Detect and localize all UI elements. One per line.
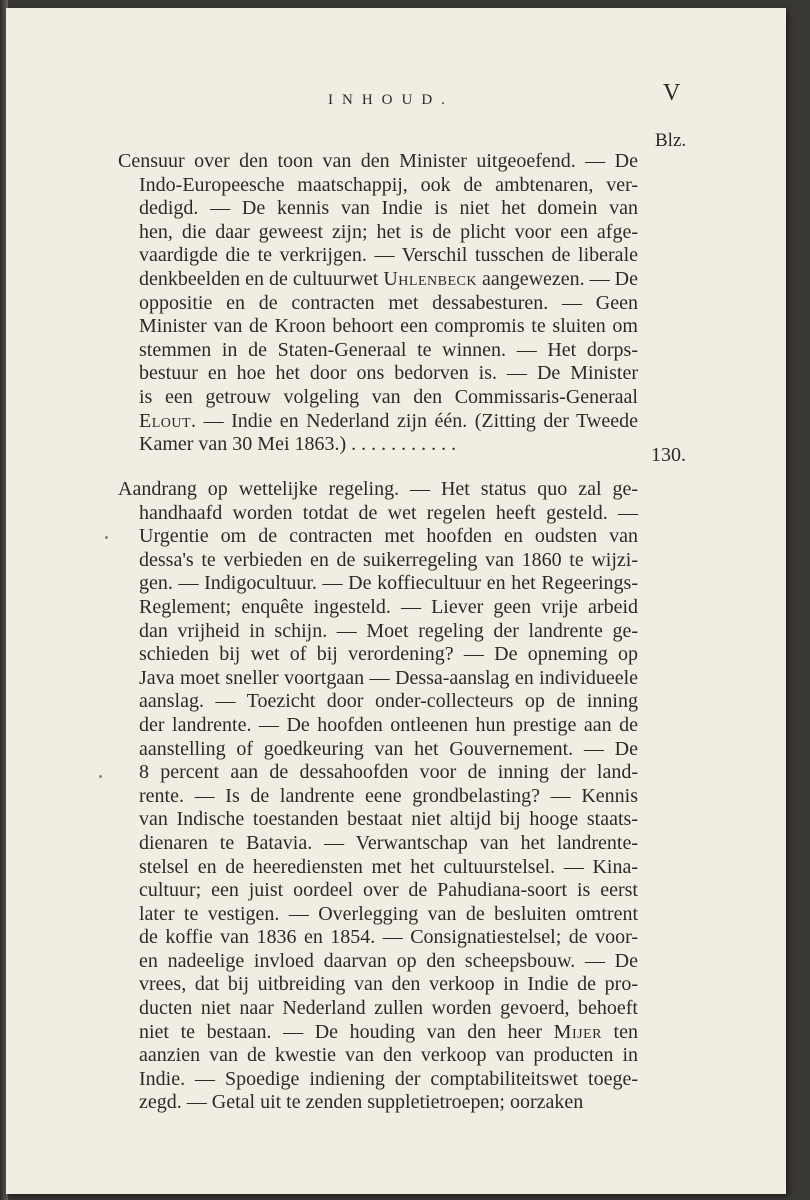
entry-line: van Indische toestanden bestaat niet altijd bij hooge staats-	[139, 808, 638, 831]
entry-line: later te vestigen. — Overlegging van de besluiten omtrent	[139, 902, 638, 925]
entry-line: vaardigde die te verkrijgen. — Verschil tusschen de liberale	[139, 244, 638, 267]
person-name: Elout	[139, 409, 192, 432]
page-column-label: Blz.	[655, 130, 687, 151]
entry-line: de koffie van 1836 en 1854. — Consignatiestelsel; de voor-	[139, 926, 638, 949]
entry-line: Aandrang op wettelijke regeling. — Het status quo zal ge-	[118, 478, 638, 500]
contents-entry-1	[118, 150, 638, 457]
entry-line: Indie. — Spoedige indiening der comptabiliteitswet toege-	[139, 1067, 638, 1090]
entry-line: dan vrijheid in schijn. — Moet regeling der landrente ge-	[139, 619, 638, 642]
entry-line: ducten niet naar Nederland zullen worden gevoerd, behoeft	[139, 997, 638, 1020]
entry-line: Reglement; enquête ingesteld. — Liever geen vrije arbeid	[139, 595, 638, 618]
entry-line: Minister van de Kroon behoort een compromis te sluiten om	[139, 315, 638, 338]
entry-line: dessa's te verbieden en de suikerregeling van 1860 te wijzi-	[139, 548, 638, 571]
entry-line: bestuur en hoe het door ons bedorven is. — De Minister	[139, 362, 638, 385]
entry-line: 8 percent aan de dessahoofden voor de inning der land-	[139, 761, 638, 784]
entry-line: niet te bestaan. — De houding van den heer Mijer ten	[139, 1020, 638, 1043]
entry-line: schieden bij wet of bij verordening? — De opneming op	[139, 643, 638, 666]
entry-line: zegd. — Getal uit te zenden suppletietroepen; oorzaken	[139, 1091, 584, 1114]
entry-line: en nadeelige invloed daarvan op den scheepsbouw. — De	[139, 949, 638, 972]
entry-line: is een getrouw volgeling van den Commissaris-Generaal	[139, 385, 638, 408]
entry-line: Kamer van 30 Mei 1863.) . . . . . . . . . . .	[139, 433, 457, 456]
entry-line: stemmen in de Staten-Generaal te winnen. — Het dorps-	[139, 338, 638, 361]
entry-line: denkbeelden en de cultuurwet Uhlenbeck aangewezen. — De	[139, 267, 638, 290]
page-header	[6, 8, 786, 151]
page-reference: 130.	[651, 444, 686, 466]
entry-line: stelsel en de heerediensten met het cultuurstelsel. — Kina-	[139, 855, 638, 878]
entry-line: der landrente. — De hoofden ontleenen hun prestige aan de	[139, 713, 638, 736]
entry-line: dedigd. — De kennis van Indie is niet het domein van	[139, 197, 638, 220]
entry-line: aanstelling of goedkeuring van het Gouvernement. — De	[139, 737, 638, 760]
entry-line: aanzien van de kwestie van den verkoop van producten in	[139, 1044, 638, 1067]
person-name: Uhlenbeck	[383, 267, 477, 290]
entry-line: Censuur over den toon van den Minister uitgeoefend. — De	[118, 150, 638, 172]
entry-line: dienaren te Batavia. — Verwantschap van het landrente-	[139, 831, 638, 854]
entry-line: vrees, dat bij uitbreiding van den verkoop in Indie de pro-	[139, 973, 638, 996]
paper-speck	[105, 536, 108, 539]
entry-line: Java moet sneller voortgaan — Dessa-aanslag en individueele	[139, 666, 638, 689]
contents-entry-2	[118, 478, 638, 1115]
entry-line: oppositie en de contracten met dessabesturen. — Geen	[139, 291, 638, 314]
book-page	[6, 8, 786, 1194]
entry-line: handhaafd worden totdat de wet regelen heeft gesteld. —	[139, 501, 638, 524]
running-title: INHOUD.	[328, 92, 454, 108]
entry-line: Urgentie om de contracten met hoofden en oudsten van	[139, 525, 638, 548]
person-name: Mijer	[553, 1020, 602, 1043]
paper-speck	[99, 775, 102, 778]
page-number: V	[663, 80, 681, 106]
entry-line: aanslag. — Toezicht door onder-collecteurs op de inning	[139, 690, 638, 713]
entry-line: hen, die daar geweest zijn; het is de plicht voor een afge-	[139, 220, 638, 243]
entry-line: cultuur; een juist oordeel over de Pahudiana-soort is eerst	[139, 879, 638, 902]
entry-line: Indo-Europeesche maatschappij, ook de ambtenaren, ver-	[139, 173, 638, 196]
entry-line: gen. — Indigocultuur. — De koffiecultuur en het Regeerings-	[139, 572, 638, 595]
entry-line: Elout. — Indie en Nederland zijn één. (Zitting der Tweede	[139, 409, 638, 432]
entry-line: rente. — Is de landrente eene grondbelasting? — Kennis	[139, 784, 638, 807]
